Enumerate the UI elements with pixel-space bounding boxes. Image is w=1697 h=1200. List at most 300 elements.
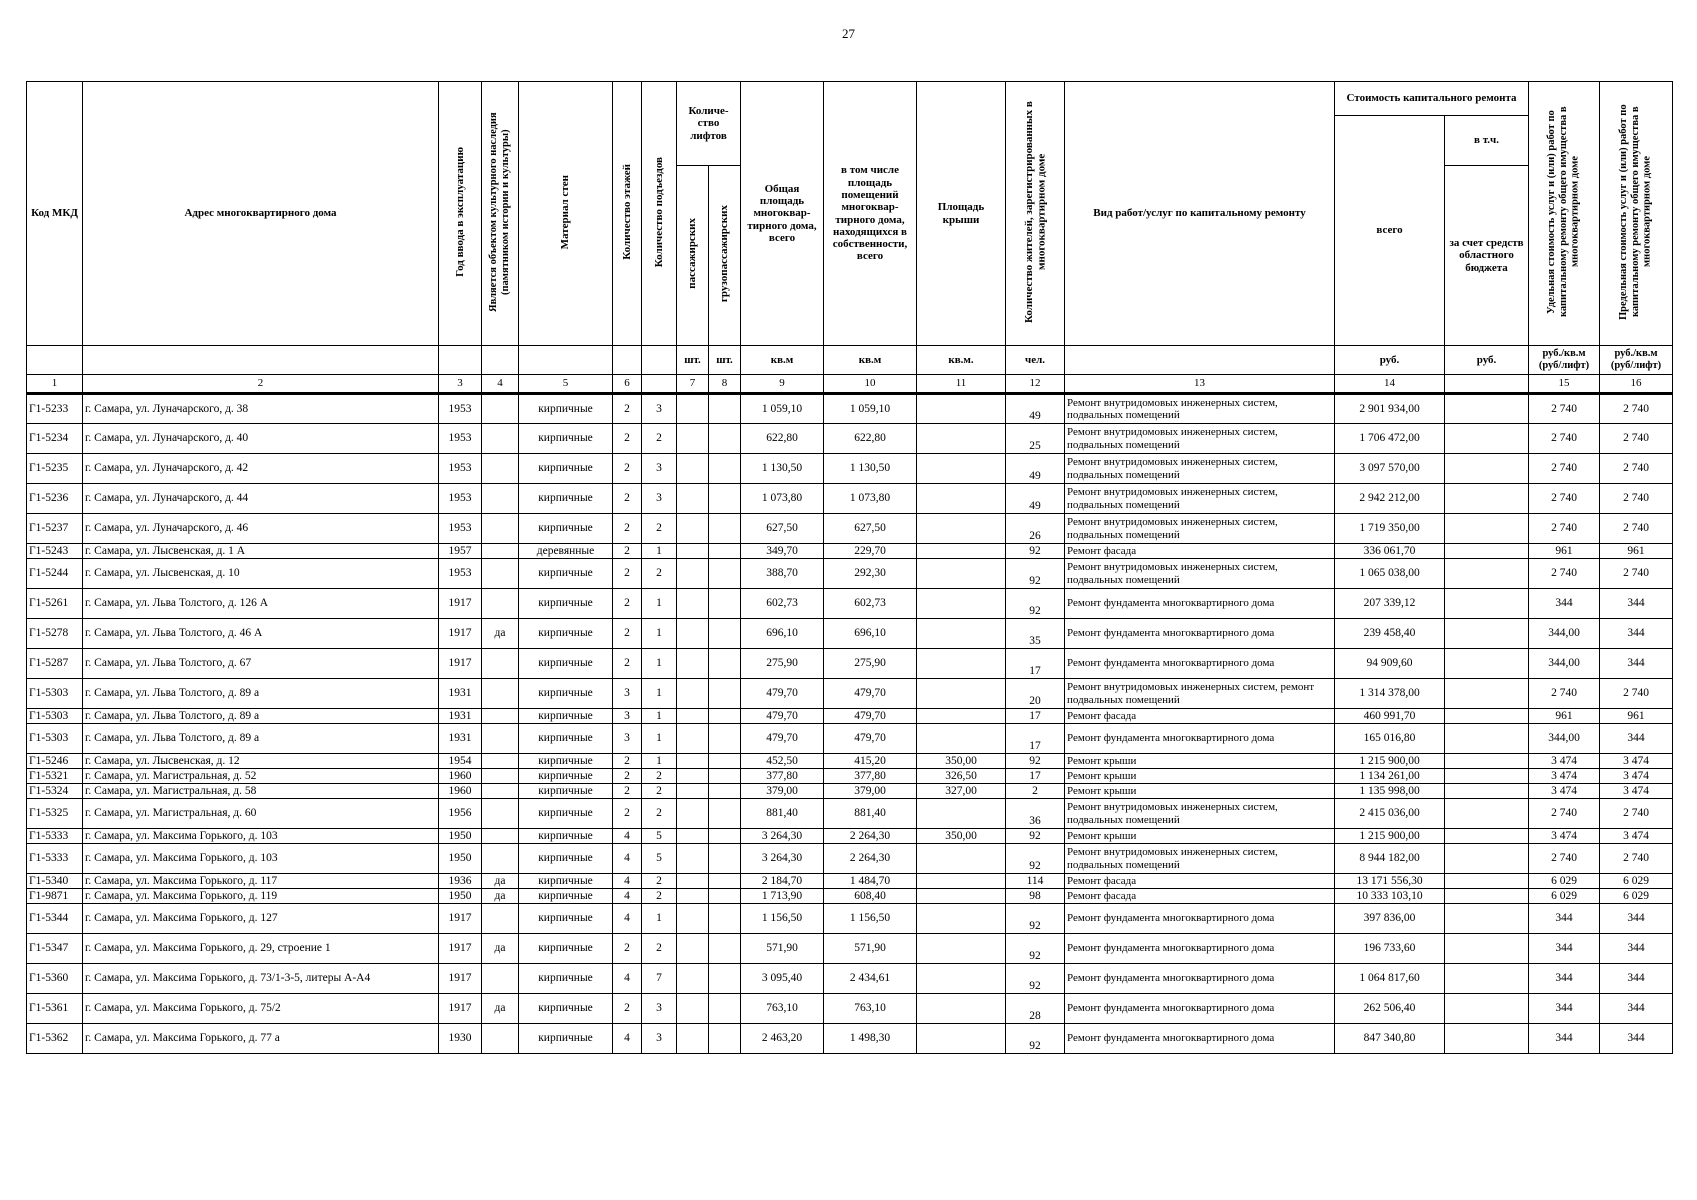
owned-area-cell: 479,70	[824, 709, 917, 724]
cargo-lifts-cell	[709, 394, 741, 424]
year-cell: 1953	[439, 454, 482, 484]
header-floors: Количество этажей	[620, 163, 633, 260]
total-area-cell: 479,70	[741, 724, 824, 754]
residents-cell: 114	[1006, 874, 1065, 889]
cost-total-cell: 336 061,70	[1335, 544, 1445, 559]
cost-regional-cell	[1445, 454, 1529, 484]
wall-material-cell: кирпичные	[519, 394, 613, 424]
entrances-cell: 1	[642, 589, 677, 619]
entrances-cell: 1	[642, 754, 677, 769]
residents-cell: 92	[1006, 904, 1065, 934]
cost-regional-cell	[1445, 934, 1529, 964]
heritage-cell	[482, 424, 519, 454]
passenger-lifts-cell	[677, 844, 709, 874]
floors-cell: 4	[613, 1024, 642, 1054]
owned-area-cell: 1 498,30	[824, 1024, 917, 1054]
wall-material-cell: кирпичные	[519, 994, 613, 1024]
floors-cell: 2	[613, 619, 642, 649]
unit-cost-cell: 2 740	[1529, 844, 1600, 874]
owned-area-cell: 377,80	[824, 769, 917, 784]
heritage-cell	[482, 544, 519, 559]
wall-material-cell: кирпичные	[519, 934, 613, 964]
floors-cell: 4	[613, 829, 642, 844]
wall-material-cell: кирпичные	[519, 799, 613, 829]
code-cell: Г1-5261	[27, 589, 83, 619]
roof-area-cell: 350,00	[917, 829, 1006, 844]
column-number: 5	[519, 375, 613, 394]
floors-cell: 4	[613, 874, 642, 889]
residents-cell: 92	[1006, 964, 1065, 994]
floors-cell: 2	[613, 754, 642, 769]
work-type-cell: Ремонт крыши	[1065, 769, 1335, 784]
total-area-cell: 622,80	[741, 424, 824, 454]
wall-material-cell: кирпичные	[519, 904, 613, 934]
owned-area-cell: 602,73	[824, 589, 917, 619]
entrances-cell: 3	[642, 1024, 677, 1054]
work-type-cell: Ремонт внутридомовых инженерных систем, ремонт подвальных помещений	[1065, 679, 1335, 709]
table-body	[27, 375, 1673, 1054]
cost-regional-cell	[1445, 544, 1529, 559]
owned-area-cell: 1 156,50	[824, 904, 917, 934]
roof-area-cell	[917, 544, 1006, 559]
passenger-lifts-cell	[677, 904, 709, 934]
passenger-lifts-cell	[677, 679, 709, 709]
residents-cell: 92	[1006, 754, 1065, 769]
table-row	[27, 724, 1673, 754]
work-type-cell: Ремонт фундамента многоквартирного дома	[1065, 724, 1335, 754]
year-cell: 1917	[439, 934, 482, 964]
wall-material-cell: кирпичные	[519, 784, 613, 799]
residents-cell: 2	[1006, 784, 1065, 799]
cargo-lifts-cell	[709, 619, 741, 649]
column-number: 6	[613, 375, 642, 394]
cargo-lifts-cell	[709, 1024, 741, 1054]
passenger-lifts-cell	[677, 769, 709, 784]
heritage-cell	[482, 799, 519, 829]
work-type-cell: Ремонт внутридомовых инженерных систем, подвальных помещений	[1065, 424, 1335, 454]
year-cell: 1917	[439, 904, 482, 934]
cost-total-cell: 94 909,60	[1335, 649, 1445, 679]
year-cell: 1936	[439, 874, 482, 889]
heritage-cell	[482, 769, 519, 784]
owned-area-cell: 415,20	[824, 754, 917, 769]
work-type-cell: Ремонт внутридомовых инженерных систем, подвальных помещений	[1065, 394, 1335, 424]
address-cell: г. Самара, ул. Льва Толстого, д. 67	[83, 649, 439, 679]
entrances-cell: 3	[642, 484, 677, 514]
owned-area-cell: 1 130,50	[824, 454, 917, 484]
owned-area-cell: 881,40	[824, 799, 917, 829]
residents-cell: 17	[1006, 769, 1065, 784]
max-cost-cell: 2 740	[1600, 679, 1673, 709]
header-owned-area: в том числе площадь помещений многоквар-тирного дома, находящихся в собственности, всего	[824, 82, 917, 346]
roof-area-cell	[917, 904, 1006, 934]
address-cell: г. Самара, ул. Луначарского, д. 38	[83, 394, 439, 424]
year-cell: 1953	[439, 484, 482, 514]
roof-area-cell	[917, 724, 1006, 754]
total-area-cell: 379,00	[741, 784, 824, 799]
max-cost-cell: 344	[1600, 649, 1673, 679]
address-cell: г. Самара, ул. Магистральная, д. 52	[83, 769, 439, 784]
work-type-cell: Ремонт фундамента многоквартирного дома	[1065, 994, 1335, 1024]
cargo-lifts-cell	[709, 964, 741, 994]
unit-cost-cell: 2 740	[1529, 394, 1600, 424]
max-cost-cell: 3 474	[1600, 829, 1673, 844]
residents-cell: 92	[1006, 544, 1065, 559]
total-area-cell: 763,10	[741, 994, 824, 1024]
floors-cell: 2	[613, 424, 642, 454]
heritage-cell	[482, 649, 519, 679]
table-row	[27, 559, 1673, 589]
code-cell: Г1-9871	[27, 889, 83, 904]
heritage-cell	[482, 454, 519, 484]
cost-total-cell: 10 333 103,10	[1335, 889, 1445, 904]
unit-cost-cell: 344	[1529, 994, 1600, 1024]
heritage-cell	[482, 829, 519, 844]
column-number: 16	[1600, 375, 1673, 394]
roof-area-cell	[917, 964, 1006, 994]
wall-material-cell: деревянные	[519, 544, 613, 559]
table-row	[27, 964, 1673, 994]
address-cell: г. Самара, ул. Льва Толстого, д. 46 А	[83, 619, 439, 649]
column-number: 9	[741, 375, 824, 394]
max-cost-cell: 2 740	[1600, 484, 1673, 514]
year-cell: 1917	[439, 649, 482, 679]
cargo-lifts-cell	[709, 829, 741, 844]
column-number: 2	[83, 375, 439, 394]
cargo-lifts-cell	[709, 544, 741, 559]
cost-regional-cell	[1445, 724, 1529, 754]
table-row	[27, 904, 1673, 934]
column-number: 7	[677, 375, 709, 394]
cost-regional-cell	[1445, 1024, 1529, 1054]
cargo-lifts-cell	[709, 589, 741, 619]
unit-cost-cell: 3 474	[1529, 769, 1600, 784]
code-cell: Г1-5325	[27, 799, 83, 829]
cost-total-cell: 262 506,40	[1335, 994, 1445, 1024]
year-cell: 1954	[439, 754, 482, 769]
table-row	[27, 394, 1673, 424]
wall-material-cell: кирпичные	[519, 589, 613, 619]
owned-area-cell: 479,70	[824, 679, 917, 709]
cargo-lifts-cell	[709, 769, 741, 784]
entrances-cell: 2	[642, 784, 677, 799]
unit-cost-cell: 6 029	[1529, 874, 1600, 889]
heritage-cell	[482, 484, 519, 514]
heritage-cell	[482, 754, 519, 769]
cost-regional-cell	[1445, 754, 1529, 769]
unit-cost-cell: 344	[1529, 934, 1600, 964]
cost-total-cell: 847 340,80	[1335, 1024, 1445, 1054]
code-cell: Г1-5333	[27, 844, 83, 874]
code-cell: Г1-5236	[27, 484, 83, 514]
work-type-cell: Ремонт фундамента многоквартирного дома	[1065, 904, 1335, 934]
column-number: 15	[1529, 375, 1600, 394]
heritage-cell: да	[482, 994, 519, 1024]
year-cell: 1931	[439, 709, 482, 724]
entrances-cell: 2	[642, 559, 677, 589]
total-area-cell: 1 713,90	[741, 889, 824, 904]
cargo-lifts-cell	[709, 994, 741, 1024]
heritage-cell	[482, 964, 519, 994]
max-cost-cell: 2 740	[1600, 799, 1673, 829]
unit-cost-cell: 2 740	[1529, 424, 1600, 454]
passenger-lifts-cell	[677, 829, 709, 844]
code-cell: Г1-5347	[27, 934, 83, 964]
table-row	[27, 799, 1673, 829]
heritage-cell	[482, 514, 519, 544]
max-cost-cell: 344	[1600, 934, 1673, 964]
cost-total-cell: 1 215 900,00	[1335, 829, 1445, 844]
entrances-cell: 1	[642, 649, 677, 679]
address-cell: г. Самара, ул. Луначарского, д. 40	[83, 424, 439, 454]
code-cell: Г1-5303	[27, 724, 83, 754]
cost-total-cell: 1 065 038,00	[1335, 559, 1445, 589]
floors-cell: 2	[613, 769, 642, 784]
entrances-cell: 2	[642, 799, 677, 829]
wall-material-cell: кирпичные	[519, 844, 613, 874]
unit-cost-cell: 2 740	[1529, 799, 1600, 829]
floors-cell: 2	[613, 514, 642, 544]
owned-area-cell: 622,80	[824, 424, 917, 454]
heritage-cell: да	[482, 934, 519, 964]
max-cost-cell: 3 474	[1600, 784, 1673, 799]
roof-area-cell	[917, 679, 1006, 709]
table-row	[27, 874, 1673, 889]
column-number: 14	[1335, 375, 1445, 394]
year-cell: 1931	[439, 679, 482, 709]
wall-material-cell: кирпичные	[519, 769, 613, 784]
entrances-cell: 5	[642, 829, 677, 844]
total-area-cell: 3 264,30	[741, 844, 824, 874]
unit-cost-cell: 6 029	[1529, 889, 1600, 904]
owned-area-cell: 479,70	[824, 724, 917, 754]
wall-material-cell: кирпичные	[519, 724, 613, 754]
entrances-cell: 1	[642, 724, 677, 754]
total-area-cell: 696,10	[741, 619, 824, 649]
unit-sqm: кв.м.	[917, 346, 1006, 375]
heritage-cell	[482, 559, 519, 589]
cargo-lifts-cell	[709, 484, 741, 514]
unit-people: чел.	[1006, 346, 1065, 375]
cost-regional-cell	[1445, 904, 1529, 934]
cost-total-cell: 13 171 556,30	[1335, 874, 1445, 889]
heritage-cell	[482, 589, 519, 619]
code-cell: Г1-5243	[27, 544, 83, 559]
year-cell: 1950	[439, 829, 482, 844]
header-unit-cost: Удельная стоимость услуг и (или) работ по капитальному ремонту общего имущества в многоквартирном доме	[1546, 106, 1581, 318]
floors-cell: 3	[613, 709, 642, 724]
code-cell: Г1-5333	[27, 829, 83, 844]
cargo-lifts-cell	[709, 844, 741, 874]
header-cost: Стоимость капитального ремонта	[1335, 82, 1529, 116]
floors-cell: 2	[613, 559, 642, 589]
page-number: 27	[842, 26, 855, 41]
entrances-cell: 5	[642, 844, 677, 874]
header-work-type: Вид работ/услуг по капитальному ремонту	[1065, 82, 1335, 346]
table-row	[27, 844, 1673, 874]
cost-total-cell: 2 942 212,00	[1335, 484, 1445, 514]
work-type-cell: Ремонт внутридомовых инженерных систем, подвальных помещений	[1065, 454, 1335, 484]
owned-area-cell: 2 434,61	[824, 964, 917, 994]
passenger-lifts-cell	[677, 874, 709, 889]
unit-pcs: шт.	[677, 346, 709, 375]
entrances-cell: 3	[642, 394, 677, 424]
residents-cell: 17	[1006, 724, 1065, 754]
passenger-lifts-cell	[677, 889, 709, 904]
total-area-cell: 388,70	[741, 559, 824, 589]
unit-cost-cell: 344	[1529, 1024, 1600, 1054]
total-area-cell: 571,90	[741, 934, 824, 964]
max-cost-cell: 961	[1600, 709, 1673, 724]
column-number: 10	[824, 375, 917, 394]
owned-area-cell: 2 264,30	[824, 844, 917, 874]
residents-cell: 92	[1006, 829, 1065, 844]
max-cost-cell: 344	[1600, 1024, 1673, 1054]
header-year: Год ввода в эксплуатацию	[453, 146, 466, 277]
total-area-cell: 602,73	[741, 589, 824, 619]
roof-area-cell	[917, 799, 1006, 829]
residents-cell: 28	[1006, 994, 1065, 1024]
heritage-cell: да	[482, 889, 519, 904]
table-row	[27, 1024, 1673, 1054]
total-area-cell: 349,70	[741, 544, 824, 559]
unit-cost-cell: 2 740	[1529, 514, 1600, 544]
cost-total-cell: 397 836,00	[1335, 904, 1445, 934]
table-row	[27, 889, 1673, 904]
table-row	[27, 484, 1673, 514]
residents-cell: 92	[1006, 589, 1065, 619]
unit-cost-cell: 2 740	[1529, 484, 1600, 514]
year-cell: 1917	[439, 964, 482, 994]
code-cell: Г1-5344	[27, 904, 83, 934]
column-number	[1445, 375, 1529, 394]
residents-cell: 49	[1006, 484, 1065, 514]
wall-material-cell: кирпичные	[519, 679, 613, 709]
cost-total-cell: 2 901 934,00	[1335, 394, 1445, 424]
passenger-lifts-cell	[677, 799, 709, 829]
table-row	[27, 454, 1673, 484]
cargo-lifts-cell	[709, 889, 741, 904]
header-walls: Материал стен	[559, 174, 572, 250]
max-cost-cell: 3 474	[1600, 769, 1673, 784]
max-cost-cell: 344	[1600, 994, 1673, 1024]
max-cost-cell: 2 740	[1600, 394, 1673, 424]
address-cell: г. Самара, ул. Максима Горького, д. 75/2	[83, 994, 439, 1024]
unit-cost-cell: 344,00	[1529, 619, 1600, 649]
unit-rub: руб.	[1445, 346, 1529, 375]
residents-cell: 49	[1006, 394, 1065, 424]
roof-area-cell	[917, 394, 1006, 424]
cargo-lifts-cell	[709, 679, 741, 709]
cargo-lifts-cell	[709, 514, 741, 544]
residents-cell: 35	[1006, 619, 1065, 649]
residents-cell: 98	[1006, 889, 1065, 904]
max-cost-cell: 344	[1600, 724, 1673, 754]
year-cell: 1931	[439, 724, 482, 754]
unit-cost-cell: 2 740	[1529, 679, 1600, 709]
table-row	[27, 994, 1673, 1024]
roof-area-cell	[917, 454, 1006, 484]
work-type-cell: Ремонт внутридомовых инженерных систем, подвальных помещений	[1065, 514, 1335, 544]
entrances-cell: 1	[642, 904, 677, 934]
max-cost-cell: 2 740	[1600, 844, 1673, 874]
cargo-lifts-cell	[709, 904, 741, 934]
unit-cost-cell: 344,00	[1529, 724, 1600, 754]
heritage-cell	[482, 679, 519, 709]
heritage-cell	[482, 904, 519, 934]
table-row	[27, 679, 1673, 709]
table-row	[27, 619, 1673, 649]
code-cell: Г1-5235	[27, 454, 83, 484]
roof-area-cell	[917, 424, 1006, 454]
cost-total-cell: 2 415 036,00	[1335, 799, 1445, 829]
floors-cell: 2	[613, 649, 642, 679]
unit-cost-cell: 3 474	[1529, 784, 1600, 799]
cost-regional-cell	[1445, 394, 1529, 424]
residents-cell: 17	[1006, 709, 1065, 724]
max-cost-cell: 344	[1600, 589, 1673, 619]
entrances-cell: 7	[642, 964, 677, 994]
table-row	[27, 709, 1673, 724]
total-area-cell: 1 156,50	[741, 904, 824, 934]
floors-cell: 3	[613, 679, 642, 709]
wall-material-cell: кирпичные	[519, 829, 613, 844]
owned-area-cell: 1 484,70	[824, 874, 917, 889]
floors-cell: 3	[613, 724, 642, 754]
code-cell: Г1-5244	[27, 559, 83, 589]
cargo-lifts-cell	[709, 454, 741, 484]
cost-total-cell: 1 706 472,00	[1335, 424, 1445, 454]
address-cell: г. Самара, ул. Магистральная, д. 58	[83, 784, 439, 799]
cost-total-cell: 1 064 817,60	[1335, 964, 1445, 994]
year-cell: 1953	[439, 394, 482, 424]
code-cell: Г1-5278	[27, 619, 83, 649]
passenger-lifts-cell	[677, 514, 709, 544]
cost-regional-cell	[1445, 964, 1529, 994]
table-row	[27, 754, 1673, 769]
cost-regional-cell	[1445, 889, 1529, 904]
cost-total-cell: 1 215 900,00	[1335, 754, 1445, 769]
passenger-lifts-cell	[677, 484, 709, 514]
work-type-cell: Ремонт фундамента многоквартирного дома	[1065, 1024, 1335, 1054]
max-cost-cell: 6 029	[1600, 889, 1673, 904]
cost-regional-cell	[1445, 769, 1529, 784]
code-cell: Г1-5246	[27, 754, 83, 769]
address-cell: г. Самара, ул. Льва Толстого, д. 89 а	[83, 679, 439, 709]
cost-regional-cell	[1445, 559, 1529, 589]
roof-area-cell	[917, 934, 1006, 964]
address-cell: г. Самара, ул. Льва Толстого, д. 89 а	[83, 724, 439, 754]
owned-area-cell: 1 059,10	[824, 394, 917, 424]
cargo-lifts-cell	[709, 874, 741, 889]
year-cell: 1950	[439, 889, 482, 904]
total-area-cell: 1 130,50	[741, 454, 824, 484]
work-type-cell: Ремонт крыши	[1065, 754, 1335, 769]
code-cell: Г1-5361	[27, 994, 83, 1024]
column-number: 11	[917, 375, 1006, 394]
owned-area-cell: 229,70	[824, 544, 917, 559]
cost-total-cell: 460 991,70	[1335, 709, 1445, 724]
entrances-cell: 2	[642, 934, 677, 964]
cost-regional-cell	[1445, 844, 1529, 874]
address-cell: г. Самара, ул. Лысвенская, д. 1 А	[83, 544, 439, 559]
cost-total-cell: 239 458,40	[1335, 619, 1445, 649]
table-row	[27, 784, 1673, 799]
unit-cost-cell: 2 740	[1529, 559, 1600, 589]
address-cell: г. Самара, ул. Льва Толстого, д. 89 а	[83, 709, 439, 724]
year-cell: 1950	[439, 844, 482, 874]
cost-total-cell: 1 135 998,00	[1335, 784, 1445, 799]
